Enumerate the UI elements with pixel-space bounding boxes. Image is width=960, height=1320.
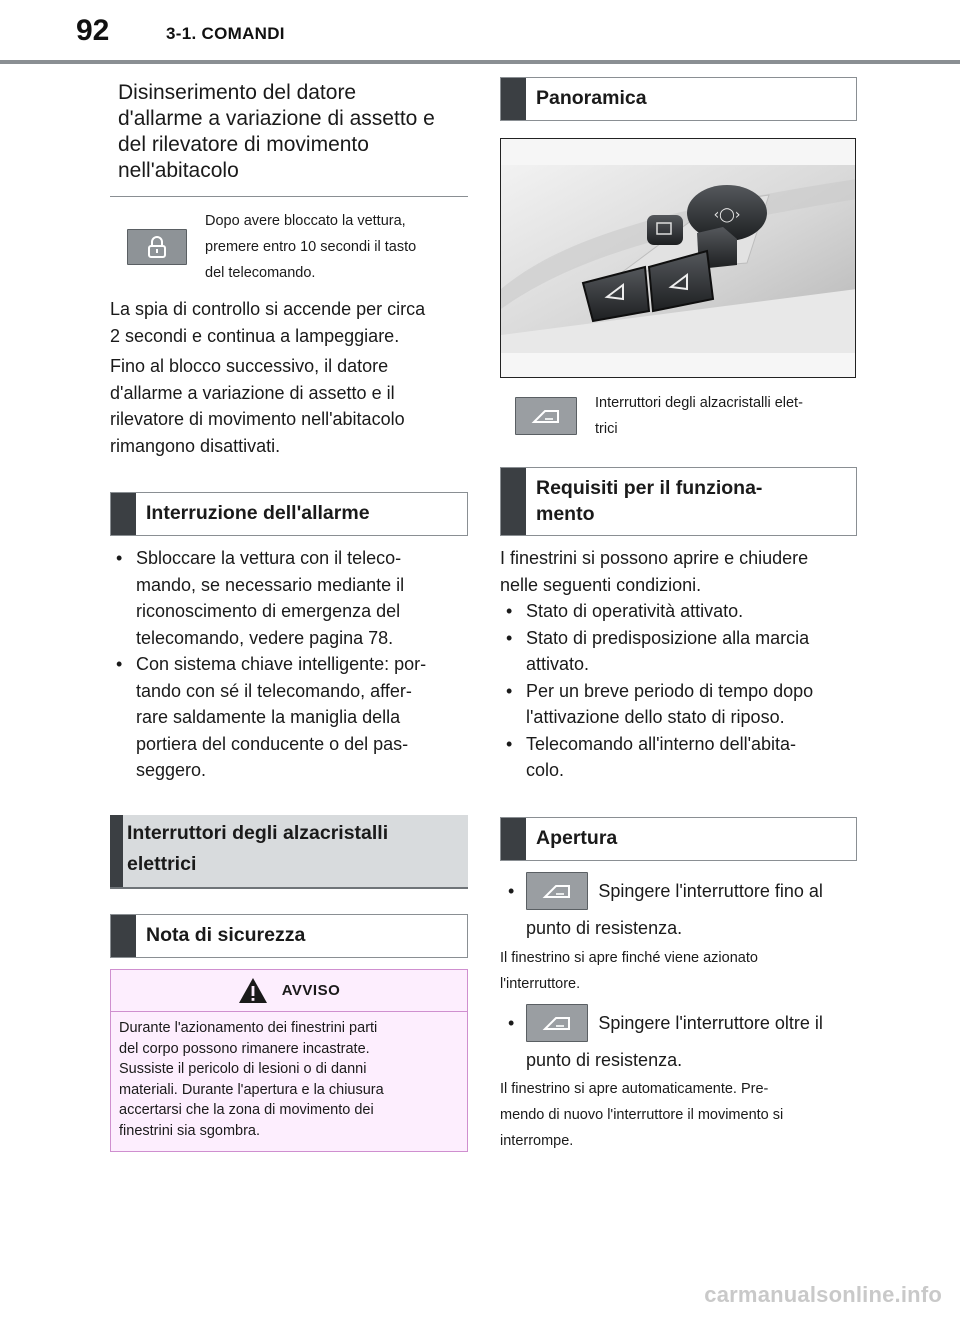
- list-item: • Sbloccare la vettura con il teleco- mando, se necessario mediante il riconoscimento di emergenza del telecomando, vedere pagina 78.: [116, 548, 405, 648]
- title-line: d'allarme a variazione di assetto e: [118, 107, 435, 130]
- note-line: mendo di nuovo l'interruttore il movimento si: [500, 1107, 784, 1123]
- list-item: • Stato di predisposizione alla marcia attivato.: [506, 627, 810, 674]
- para-line: rilevatore di movimento nell'abitacolo: [110, 409, 405, 429]
- step-text: punto di resistenza.: [526, 918, 683, 938]
- lock-text-line: Dopo avere bloccato la vettura,: [205, 213, 406, 229]
- note-line: interrompe.: [500, 1133, 574, 1149]
- section-title-line: Interruttori degli alzacristalli: [127, 822, 389, 844]
- section-interruttori: [110, 815, 468, 889]
- para-line: 2 secondi e continua a lampeggiare.: [110, 325, 400, 346]
- step-1-note: [500, 945, 857, 997]
- section-apertura: [500, 817, 857, 861]
- requisiti-intro: [500, 545, 857, 598]
- note-line: l'interruttore.: [500, 976, 581, 992]
- warning-line: del corpo possono rimanere incastrate.: [119, 1040, 370, 1057]
- paragraph-disabled: [110, 353, 468, 459]
- switch-caption-line: trici: [595, 421, 618, 437]
- window-switch-icon: [515, 397, 577, 435]
- section-interruzione: [110, 492, 468, 536]
- warning-line: finestrini sia sgombra.: [119, 1122, 261, 1139]
- lock-instruction: [110, 208, 468, 286]
- apertura-step-1: • Spingere l'interruttore fino al punto di resistenza.: [500, 872, 857, 939]
- section-title: Panoramica: [536, 87, 647, 109]
- alarm-disable-title: [110, 80, 468, 197]
- section-panoramica: [500, 77, 857, 121]
- section-title: Nota di sicurezza: [146, 924, 306, 946]
- section-title-line: Requisiti per il funziona-: [536, 477, 763, 499]
- section-title-line: elettrici: [127, 853, 197, 875]
- page-number: 92: [76, 14, 110, 47]
- paragraph-indicator: [110, 296, 468, 349]
- section-title: Apertura: [536, 827, 618, 849]
- switch-caption: [500, 390, 857, 442]
- step-text: Spingere l'interruttore fino al: [598, 880, 823, 901]
- warning-line: Sussiste il pericolo di lesioni o di danni: [119, 1061, 367, 1077]
- watermark: carmanualsonline.info: [704, 1282, 942, 1307]
- requisiti-list: [500, 598, 857, 784]
- window-switch-icon: [526, 1004, 588, 1042]
- step-text: Spingere l'interruttore oltre il: [598, 1012, 823, 1033]
- para-line: I finestrini si possono aprire e chiudere: [500, 548, 809, 568]
- window-switch-photo: [500, 138, 856, 378]
- chapter-title: 3-1. COMANDI: [166, 24, 285, 43]
- header-rule: [0, 60, 960, 64]
- warning-box: [110, 969, 468, 1152]
- warning-label: AVVISO: [281, 982, 341, 999]
- title-line: Disinserimento del datore: [118, 81, 357, 104]
- warning-triangle-icon: [238, 977, 268, 1004]
- lock-key-icon: [127, 229, 187, 265]
- list-item: • Telecomando all'interno dell'abita- colo.: [506, 733, 797, 780]
- para-line: rimangono disattivati.: [110, 435, 281, 456]
- list-item: • Per un breve periodo di tempo dopo l'attivazione dello stato di riposo.: [506, 680, 814, 727]
- para-line: d'allarme a variazione di assetto e il: [110, 382, 395, 403]
- title-line: del rilevatore di movimento: [118, 133, 369, 156]
- switch-caption-line: Interruttori degli alzacristalli elet-: [595, 395, 803, 411]
- list-item: • Stato di operatività attivato.: [506, 601, 744, 621]
- step-2-note: [500, 1076, 857, 1154]
- lock-text-line: premere entro 10 secondi il tasto: [205, 239, 417, 255]
- section-bar: [111, 493, 136, 535]
- apertura-step-2: • Spingere l'interruttore oltre il punto di resistenza.: [500, 1004, 857, 1071]
- section-title-line: mento: [536, 503, 595, 525]
- window-switch-icon: [526, 872, 588, 910]
- section-bar: [501, 468, 526, 535]
- list-item: • Con sistema chiave intelligente: por- tando con sé il telecomando, affer- rare saldamente la maniglia della portiera del conducente o del pas- seggero.: [116, 654, 427, 780]
- lock-text-line: del telecomando.: [205, 265, 316, 281]
- note-line: Il finestrino si apre finché viene azionato: [500, 950, 758, 966]
- section-bar: [111, 915, 136, 957]
- title-line: nell'abitacolo: [118, 159, 239, 182]
- svg-text:‹◯›: ‹◯›: [713, 207, 741, 223]
- note-line: Il finestrino si apre automaticamente. Pre-: [500, 1081, 769, 1097]
- warning-line: materiali. Durante l'apertura e la chiusura: [119, 1081, 384, 1098]
- para-line: Fino al blocco successivo, il datore: [110, 356, 389, 376]
- section-requisiti: [500, 467, 857, 536]
- section-bar: [110, 815, 123, 887]
- section-bar: [501, 818, 526, 860]
- section-nota: [110, 914, 468, 958]
- warning-line: accertarsi che la zona di movimento dei: [119, 1102, 374, 1118]
- step-text: punto di resistenza.: [526, 1050, 683, 1070]
- para-line: nelle seguenti condizioni.: [500, 574, 702, 595]
- para-line: La spia di controllo si accende per circa: [110, 299, 426, 319]
- section-title: Interruzione dell'allarme: [146, 502, 370, 524]
- section-bar: [501, 78, 526, 120]
- warning-line: Durante l'azionamento dei finestrini parti: [119, 1020, 378, 1036]
- interruzione-list: [110, 545, 468, 784]
